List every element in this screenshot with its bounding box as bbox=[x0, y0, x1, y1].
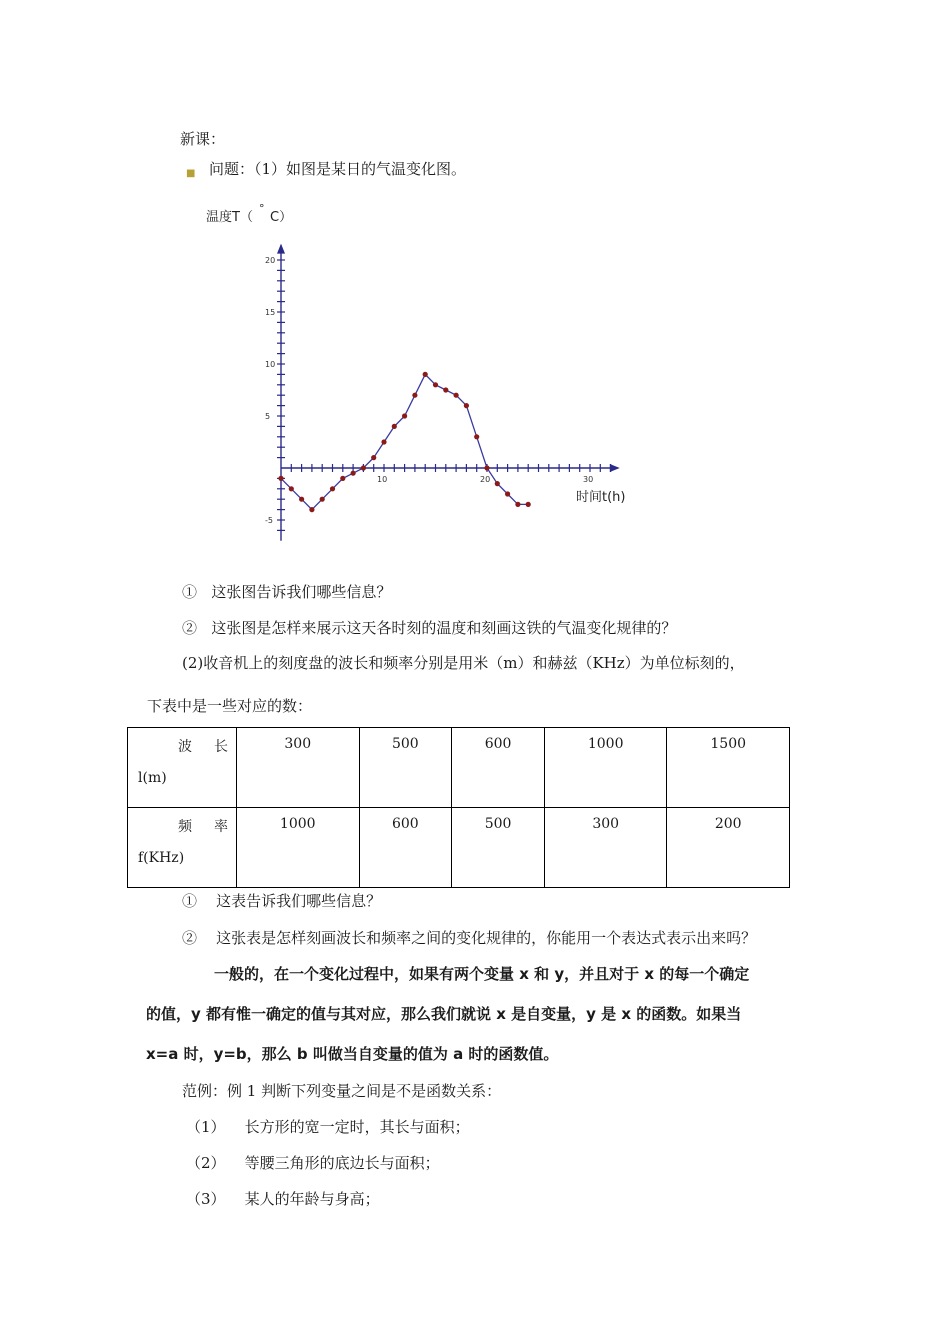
table-row bbox=[128, 808, 790, 888]
q2-item-1-num: ① bbox=[182, 892, 198, 910]
table-cell: 500 bbox=[452, 808, 545, 888]
table-cell: 1000 bbox=[237, 808, 360, 888]
x-axis-arrow bbox=[610, 464, 620, 472]
row-label-unit: f(KHz) bbox=[138, 850, 185, 866]
data-point bbox=[309, 507, 314, 512]
table-cell: 300 bbox=[237, 728, 360, 808]
table-cell: 200 bbox=[667, 808, 790, 888]
q1-item-1-num: ① bbox=[182, 583, 198, 601]
q1-item-1 bbox=[182, 581, 391, 602]
table-row-header bbox=[128, 728, 237, 808]
table-cell: 300 bbox=[544, 808, 667, 888]
example-item-1 bbox=[186, 1116, 470, 1137]
example-item-2-text: 等腰三角形的底边长与面积； bbox=[244, 1154, 440, 1172]
q2-item-2-num: ② bbox=[182, 929, 198, 947]
data-point bbox=[340, 476, 345, 481]
table-cell: 1000 bbox=[544, 728, 667, 808]
row-label-unit: l(m) bbox=[138, 770, 167, 786]
row-label-char: 长 bbox=[214, 739, 228, 755]
data-point bbox=[474, 434, 479, 439]
definition-line3: x=a 时，y=b，那么 b 叫做当自变量的值为 a 时的函数值。 bbox=[146, 1045, 559, 1063]
data-point bbox=[423, 372, 428, 377]
data-point bbox=[505, 491, 510, 496]
definition-line1: 一般的，在一个变化过程中，如果有两个变量 x 和 y，并且对于 x 的每一个确定 bbox=[214, 965, 750, 983]
data-point bbox=[351, 471, 356, 476]
table-row bbox=[128, 728, 790, 808]
section-title: 新课： bbox=[180, 130, 226, 148]
q2-item-2-text: 这张表是怎样刻画波长和频率之间的变化规律的，你能用一个表达式表示出来吗？ bbox=[216, 929, 757, 947]
row-label-char: 率 bbox=[214, 819, 228, 835]
question-1: 问题：（1）如图是某日的气温变化图。 bbox=[209, 160, 467, 178]
question-2-line2: 下表中是一些对应的数： bbox=[147, 697, 313, 715]
example-item-3-text: 某人的年龄与身高； bbox=[244, 1190, 380, 1208]
example-item-1-text: 长方形的宽一定时，其长与面积； bbox=[244, 1118, 470, 1136]
example-item-2-num: （2） bbox=[186, 1154, 226, 1172]
x-tick-label: 10 bbox=[377, 475, 388, 484]
q1-item-1-text: 这张图告诉我们哪些信息？ bbox=[211, 583, 392, 601]
y-tick-label: 15 bbox=[265, 308, 276, 317]
q2-item-1 bbox=[182, 890, 381, 911]
q2-item-2 bbox=[182, 927, 756, 948]
q1-item-2-num: ② bbox=[182, 619, 198, 637]
chart-xlabel: 时间t(h) bbox=[576, 490, 626, 505]
data-point bbox=[526, 502, 531, 507]
data-point bbox=[433, 382, 438, 387]
question-2-line1: (2)收音机上的刻度盘的波长和频率分别是用米（m）和赫兹（KHz）为单位标刻的， bbox=[182, 654, 745, 672]
table-cell: 1500 bbox=[667, 728, 790, 808]
wave-frequency-table bbox=[127, 727, 790, 888]
data-point bbox=[320, 497, 325, 502]
data-point bbox=[278, 476, 283, 481]
data-point bbox=[371, 455, 376, 460]
x-tick-label: 30 bbox=[583, 475, 594, 484]
x-tick-label: 20 bbox=[480, 475, 491, 484]
q2-item-1-text: 这表告诉我们哪些信息？ bbox=[216, 892, 382, 910]
data-point bbox=[412, 393, 417, 398]
data-point bbox=[464, 403, 469, 408]
y-tick-label: 20 bbox=[265, 256, 276, 265]
example-item-1-num: （1） bbox=[186, 1118, 226, 1136]
table-row-header bbox=[128, 808, 237, 888]
chart-ylabel-unit: C） bbox=[270, 210, 293, 225]
y-tick-label: -5 bbox=[265, 516, 273, 525]
data-point bbox=[484, 465, 489, 470]
example-title: 范例：例 1 判断下列变量之间是不是函数关系： bbox=[182, 1082, 502, 1100]
data-point bbox=[392, 424, 397, 429]
data-point bbox=[454, 393, 459, 398]
y-tick-label: 10 bbox=[265, 360, 276, 369]
row-label-char: 波 bbox=[178, 739, 192, 755]
example-item-3 bbox=[186, 1188, 380, 1209]
example-item-3-num: （3） bbox=[186, 1190, 226, 1208]
bullet-dot: ■ bbox=[186, 168, 196, 179]
q1-item-2 bbox=[182, 617, 676, 638]
temperature-line bbox=[281, 374, 528, 509]
table-cell: 600 bbox=[452, 728, 545, 808]
data-point bbox=[443, 387, 448, 392]
chart-ylabel-main: 温度T（ bbox=[206, 210, 253, 225]
data-point bbox=[299, 497, 304, 502]
chart-ylabel-degree: ° bbox=[259, 202, 265, 215]
data-point bbox=[402, 413, 407, 418]
definition-line2: 的值，y 都有惟一确定的值与其对应，那么我们就说 x 是自变量，y 是 x 的函数。如果当 bbox=[146, 1005, 742, 1023]
example-item-2 bbox=[186, 1152, 440, 1173]
y-tick-label: 5 bbox=[265, 412, 271, 421]
data-point bbox=[361, 465, 366, 470]
row-label-char: 频 bbox=[178, 819, 192, 835]
data-point bbox=[381, 439, 386, 444]
temperature-chart bbox=[200, 195, 640, 545]
data-point bbox=[330, 486, 335, 491]
table-cell: 600 bbox=[359, 808, 452, 888]
q1-item-2-text: 这张图是怎样来展示这天各时刻的温度和刻画这铁的气温变化规律的？ bbox=[211, 619, 677, 637]
y-axis-arrow bbox=[277, 244, 285, 254]
table-cell: 500 bbox=[359, 728, 452, 808]
data-point bbox=[515, 502, 520, 507]
data-point bbox=[495, 481, 500, 486]
data-point bbox=[289, 486, 294, 491]
